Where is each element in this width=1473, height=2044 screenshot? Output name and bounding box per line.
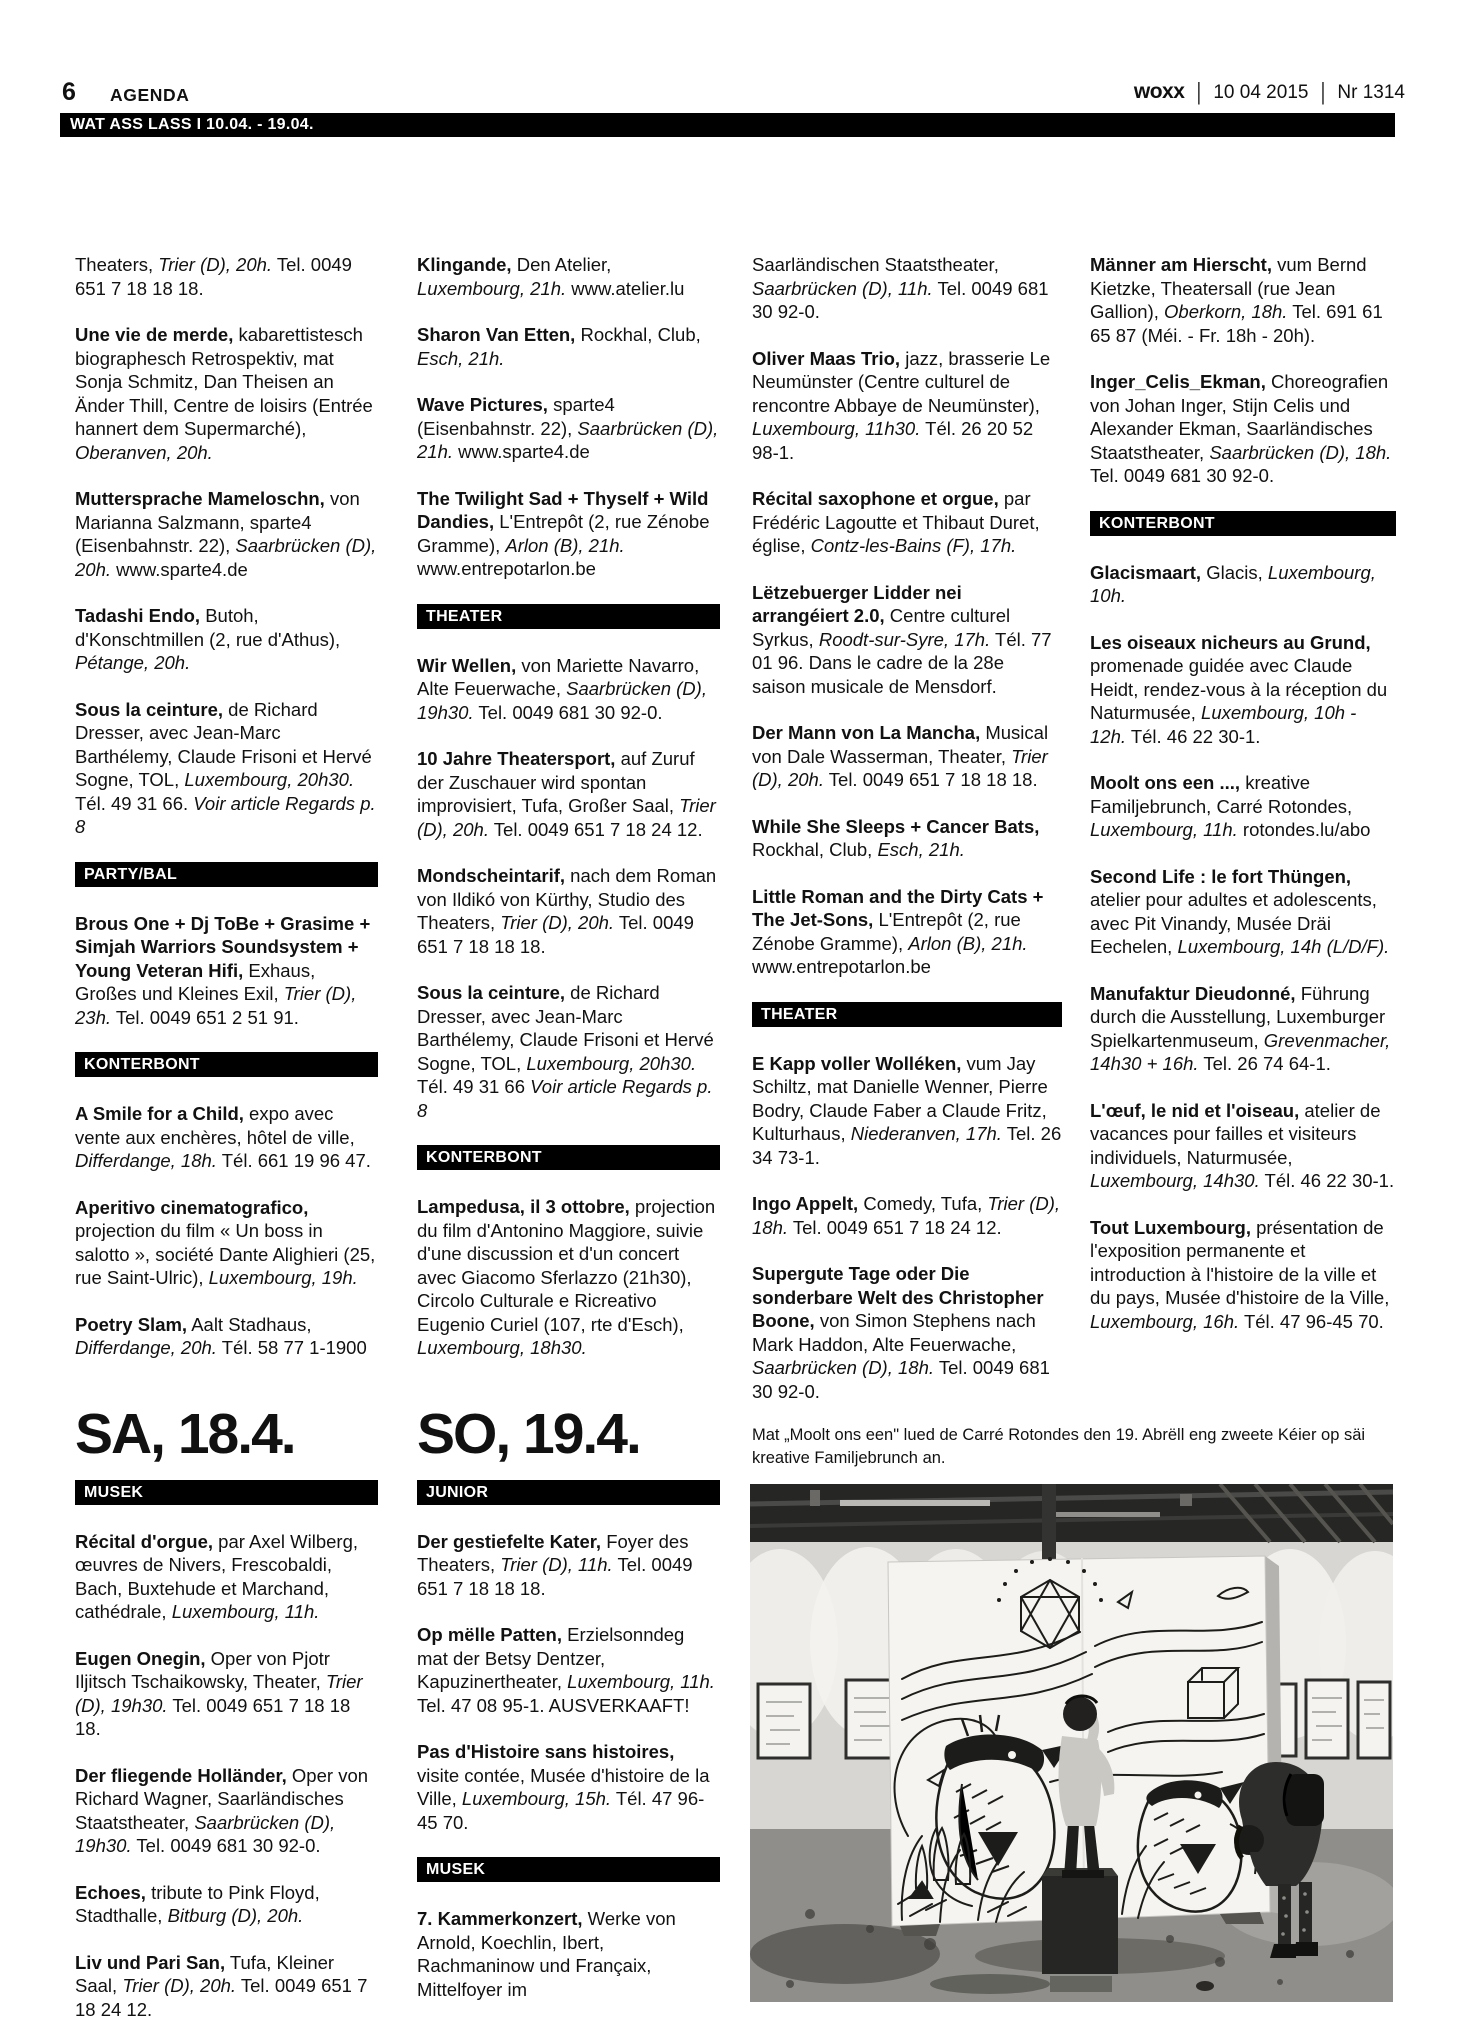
listing-entry: Theaters, Trier (D), 20h. Tel. 0049 651 7 18 18 18. bbox=[75, 254, 352, 299]
listing-entry: Sharon Van Etten, Rockhal, Club, Esch, 21h. bbox=[417, 324, 701, 369]
day-heading: SA, 18.4. bbox=[75, 1401, 295, 1466]
listing-entry: The Twilight Sad + Thyself + Wild Dandies, L'Entrepôt (2, rue Zénobe Gramme), Arlon (B), 21h. www.entrepotarlon.be bbox=[417, 487, 710, 579]
listing-entry: Brous One + Dj ToBe + Grasime + Simjah Warriors Soundsystem + Young Veteran Hifi, Exhaus, Großes und Kleines Exil, Trier (D), 23h. Tel. 0049 651 2 51 91. bbox=[75, 912, 371, 1028]
listing-entry: Lëtzebuerger Lidder nei arrangéiert 2.0, Centre culturel Syrkus, Roodt-sur-Syre, 17h. Tél. 77 01 96. Dans le cadre de la 28e saison musicale de Mensdorf. bbox=[752, 581, 1052, 697]
listing-entry: Der gestiefelte Kater, Foyer des Theaters, Trier (D), 11h. Tel. 0049 651 7 18 18 18. bbox=[417, 1530, 693, 1599]
listing-entry: Der fliegende Holländer, Oper von Richard Wagner, Saarländisches Staatstheater, Saarbrücken (D), 19h30. Tel. 0049 681 30 92-0. bbox=[75, 1764, 369, 1856]
column-2 bbox=[417, 253, 720, 2024]
photo-caption: Mat „Moolt ons een" lued de Carré Rotondes den 19. Abrëll eng zweete Kéier op säi kreative Familjebrunch an. bbox=[752, 1426, 1366, 1467]
column-3 bbox=[752, 253, 1062, 1426]
listing-entry: Une vie de merde, kabarettistesch biographesch Retrospektiv, mat Sonja Schmitz, Dan Theisen an Änder Thill, Centre de loisirs (Entrée hannert dem Supermarché), Oberanven, 20h. bbox=[75, 324, 373, 463]
listing-entry: Tout Luxembourg, présentation de l'exposition permanente et introduction à l'histoire de la ville et du pays, Musée d'histoire de la Ville, Luxembourg, 16h. Tél. 47 96-45 70. bbox=[1090, 1216, 1390, 1332]
listing-entry: Klingande, Den Atelier, Luxembourg, 21h. www.atelier.lu bbox=[417, 254, 685, 299]
section-header: THEATER bbox=[752, 1002, 1062, 1027]
listing-entry: Sous la ceinture, de Richard Dresser, avec Jean-Marc Barthélemy, Claude Frisoni et Hervé Sogne, TOL, Luxembourg, 20h30. Tél. 49 31 66 Voir article Regards p. 8 bbox=[417, 982, 714, 1121]
listing-entry: While She Sleeps + Cancer Bats, Rockhal, Club, Esch, 21h. bbox=[752, 815, 1040, 860]
column-1 bbox=[75, 253, 378, 2044]
section-header: PARTY/BAL bbox=[75, 862, 378, 887]
listing-entry: Moolt ons een ..., kreative Familjebrunch, Carré Rotondes, Luxembourg, 11h. rotondes.lu/abo bbox=[1090, 772, 1371, 840]
listing-entry: Sous la ceinture, de Richard Dresser, avec Jean-Marc Barthélemy, Claude Frisoni et Hervé Sogne, TOL, Luxembourg, 20h30. Tél. 49 31 66. Voir article Regards p. 8 bbox=[75, 698, 376, 837]
listing-entry: Poetry Slam, Aalt Stadhaus, Differdange, 20h. Tél. 58 77 1-1900 bbox=[75, 1313, 367, 1358]
listing-entry: 7. Kammerkonzert, Werke von Arnold, Koechlin, Ibert, Rachmaninow und Françaix, Mittelfoyer im bbox=[417, 1908, 676, 2000]
listing-entry: Récital saxophone et orgue, par Frédéric Lagoutte et Thibaut Duret, église, Contz-les-Bains (F), 17h. bbox=[752, 488, 1040, 556]
page-number: 6 bbox=[62, 78, 76, 106]
listing-entry: Männer am Hierscht, vum Bernd Kietzke, Theatersall (rue Jean Gallion), Oberkorn, 18h. Tel. 691 61 65 87 (Méi. - Fr. 18h - 20h). bbox=[1090, 254, 1383, 346]
section-header: THEATER bbox=[417, 604, 720, 629]
issue-date: 10 04 2015 bbox=[1213, 82, 1309, 103]
listing-entry: Saarländischen Staatstheater, Saarbrücken (D), 11h. Tel. 0049 681 30 92-0. bbox=[752, 254, 1049, 322]
listing-entry: Lampedusa, il 3 ottobre, projection du film d'Antonino Maggiore, suivie d'une discussion et d'un concert avec Giacomo Sferlazzo (21h30), Circolo Culturale e Ricreativo Eugenio Curiel (107, rte d'Esch), Luxembourg, 18h30. bbox=[417, 1196, 716, 1358]
listing-entry: Inger_Celis_Ekman, Choreografien von Johan Inger, Stijn Celis und Alexander Ekman, Saarländisches Staatstheater, Saarbrücken (D), 18h. Tel. 0049 681 30 92-0. bbox=[1090, 371, 1392, 486]
page-header bbox=[62, 78, 1405, 112]
rubric-banner bbox=[60, 113, 1395, 137]
listing-entry: Pas d'Histoire sans histoires, visite contée, Musée d'histoire de la Ville, Luxembourg, 15h. Tél. 47 96-45 70. bbox=[417, 1741, 710, 1833]
listing-entry: Eugen Onegin, Oper von Pjotr Iljitsch Tschaikowsky, Theater, Trier (D), 19h30. Tel. 0049 651 7 18 18 18. bbox=[75, 1647, 363, 1739]
listing-entry: Op mëlle Patten, Erzielsonndeg mat der Betsy Dentzer, Kapuzinertheater, Luxembourg, 11h. Tel. 47 08 95-1. AUSVERKAAFT! bbox=[417, 1624, 715, 1716]
page-title: AGENDA bbox=[110, 85, 190, 105]
listing-entry: E Kapp voller Wolléken, vum Jay Schiltz, mat Danielle Wenner, Pierre Bodry, Claude Faber a Claude Fritz, Kulturhaus, Niederanven, 17h. Tel. 26 34 73-1. bbox=[752, 1052, 1062, 1168]
listing-entry: Tadashi Endo, Butoh, d'Konschtmillen (2, rue d'Athus), Pétange, 20h. bbox=[75, 605, 341, 673]
section-header: KONTERBONT bbox=[417, 1145, 720, 1170]
day-heading: SO, 19.4. bbox=[417, 1401, 640, 1466]
listing-entry: Aperitivo cinematografico, projection du film « Un boss in salotto », société Dante Alighieri (25, rue Saint-Ulric), Luxembourg, 19h. bbox=[75, 1196, 376, 1288]
separator-bar: | bbox=[1196, 79, 1202, 106]
listing-entry: A Smile for a Child, expo avec vente aux enchères, hôtel de ville, Differdange, 18h. Tél. 661 19 96 47. bbox=[75, 1103, 371, 1171]
listing-entry: Wir Wellen, von Mariette Navarro, Alte Feuerwache, Saarbrücken (D), 19h30. Tel. 0049 681 30 92-0. bbox=[417, 654, 707, 723]
listing-entry: Manufaktur Dieudonné, Führung durch die Ausstellung, Luxemburger Spielkartenmuseum, Grevenmacher, 14h30 + 16h. Tel. 26 74 64-1. bbox=[1090, 982, 1391, 1074]
listing-entry: Mondscheintarif, nach dem Roman von Ildikó von Kürthy, Studio des Theaters, Trier (D), 20h. Tel. 0049 651 7 18 18 18. bbox=[417, 865, 717, 957]
listing-entry: Supergute Tage oder Die sonderbare Welt des Christopher Boone, von Simon Stephens nach Mark Haddon, Alte Feuerwache, Saarbrücken (D), 18h. Tel. 0049 681 30 92-0. bbox=[752, 1263, 1050, 1402]
listing-entry: Récital d'orgue, par Axel Wilberg, œuvres de Nivers, Frescobaldi, Bach, Buxtehude et Marchand, cathédrale, Luxembourg, 11h. bbox=[75, 1530, 359, 1622]
listing-entry: Little Roman and the Dirty Cats + The Jet-Sons, L'Entrepôt (2, rue Zénobe Gramme), Arlon (B), 21h. www.entrepotarlon.be bbox=[752, 885, 1044, 977]
rubric-banner-label: WAT ASS LASS I 10.04. - 19.04. bbox=[70, 116, 314, 133]
listing-entry: Muttersprache Mameloschn, von Marianna Salzmann, sparte4 (Eisenbahnstr. 22), Saarbrücken (D), 20h. www.sparte4.de bbox=[75, 488, 377, 580]
section-header: MUSEK bbox=[75, 1480, 378, 1505]
issue-number: Nr 1314 bbox=[1337, 82, 1405, 103]
listing-entry: Der Mann von La Mancha, Musical von Dale Wasserman, Theater, Trier (D), 20h. Tel. 0049 651 7 18 18 18. bbox=[752, 722, 1049, 790]
section-header: KONTERBONT bbox=[75, 1052, 378, 1077]
listing-entry: Oliver Maas Trio, jazz, brasserie Le Neumünster (Centre culturel de rencontre Abbaye de Neumünster), Luxembourg, 11h30. Tél. 26 20 52 98-1. bbox=[752, 347, 1051, 463]
listing-entry: Second Life : le fort Thüngen, atelier pour adultes et adolescents, avec Pit Vinandy, Musée Dräi Eechelen, Luxembourg, 14h (L/D/F). bbox=[1090, 865, 1390, 957]
listing-entry: Ingo Appelt, Comedy, Tufa, Trier (D), 18h. Tel. 0049 651 7 18 24 12. bbox=[752, 1193, 1061, 1238]
listing-entry: Glacismaart, Glacis, Luxembourg, 10h. bbox=[1090, 561, 1376, 606]
photo-feature bbox=[750, 1424, 1395, 2002]
event-photo bbox=[750, 1484, 1395, 2002]
listing-entry: Liv und Pari San, Tufa, Kleiner Saal, Trier (D), 20h. Tel. 0049 651 7 18 24 12. bbox=[75, 1951, 368, 2020]
listing-entry: Echoes, tribute to Pink Floyd, Stadthalle, Bitburg (D), 20h. bbox=[75, 1881, 320, 1926]
listing-entry: Wave Pictures, sparte4 (Eisenbahnstr. 22), Saarbrücken (D), 21h. www.sparte4.de bbox=[417, 394, 719, 462]
listing-entry: L'œuf, le nid et l'oiseau, atelier de vacances pour failles et visiteurs individuels, Naturmusée, Luxembourg, 14h30. Tél. 46 22 30-1. bbox=[1090, 1099, 1395, 1191]
listing-entry: 10 Jahre Theatersport, auf Zuruf der Zuschauer wird spontan improvisiert, Tufa, Großer Saal, Trier (D), 20h. Tel. 0049 651 7 18 24 12. bbox=[417, 748, 716, 840]
section-header: KONTERBONT bbox=[1090, 511, 1396, 536]
brand-logo: woxx bbox=[1133, 80, 1185, 103]
section-header: JUNIOR bbox=[417, 1480, 720, 1505]
masthead bbox=[1134, 80, 1405, 104]
separator-bar: | bbox=[1320, 79, 1326, 106]
column-4 bbox=[1090, 253, 1396, 1356]
photo-illustration bbox=[750, 1484, 1393, 2002]
section-header: MUSEK bbox=[417, 1857, 720, 1882]
pedestal bbox=[1042, 1868, 1118, 1974]
listing-entry: Les oiseaux nicheurs au Grund, promenade guidée avec Claude Heidt, rendez-vous à la réception du Naturmusée, Luxembourg, 10h - 12h. Tél. 46 22 30-1. bbox=[1090, 631, 1388, 747]
